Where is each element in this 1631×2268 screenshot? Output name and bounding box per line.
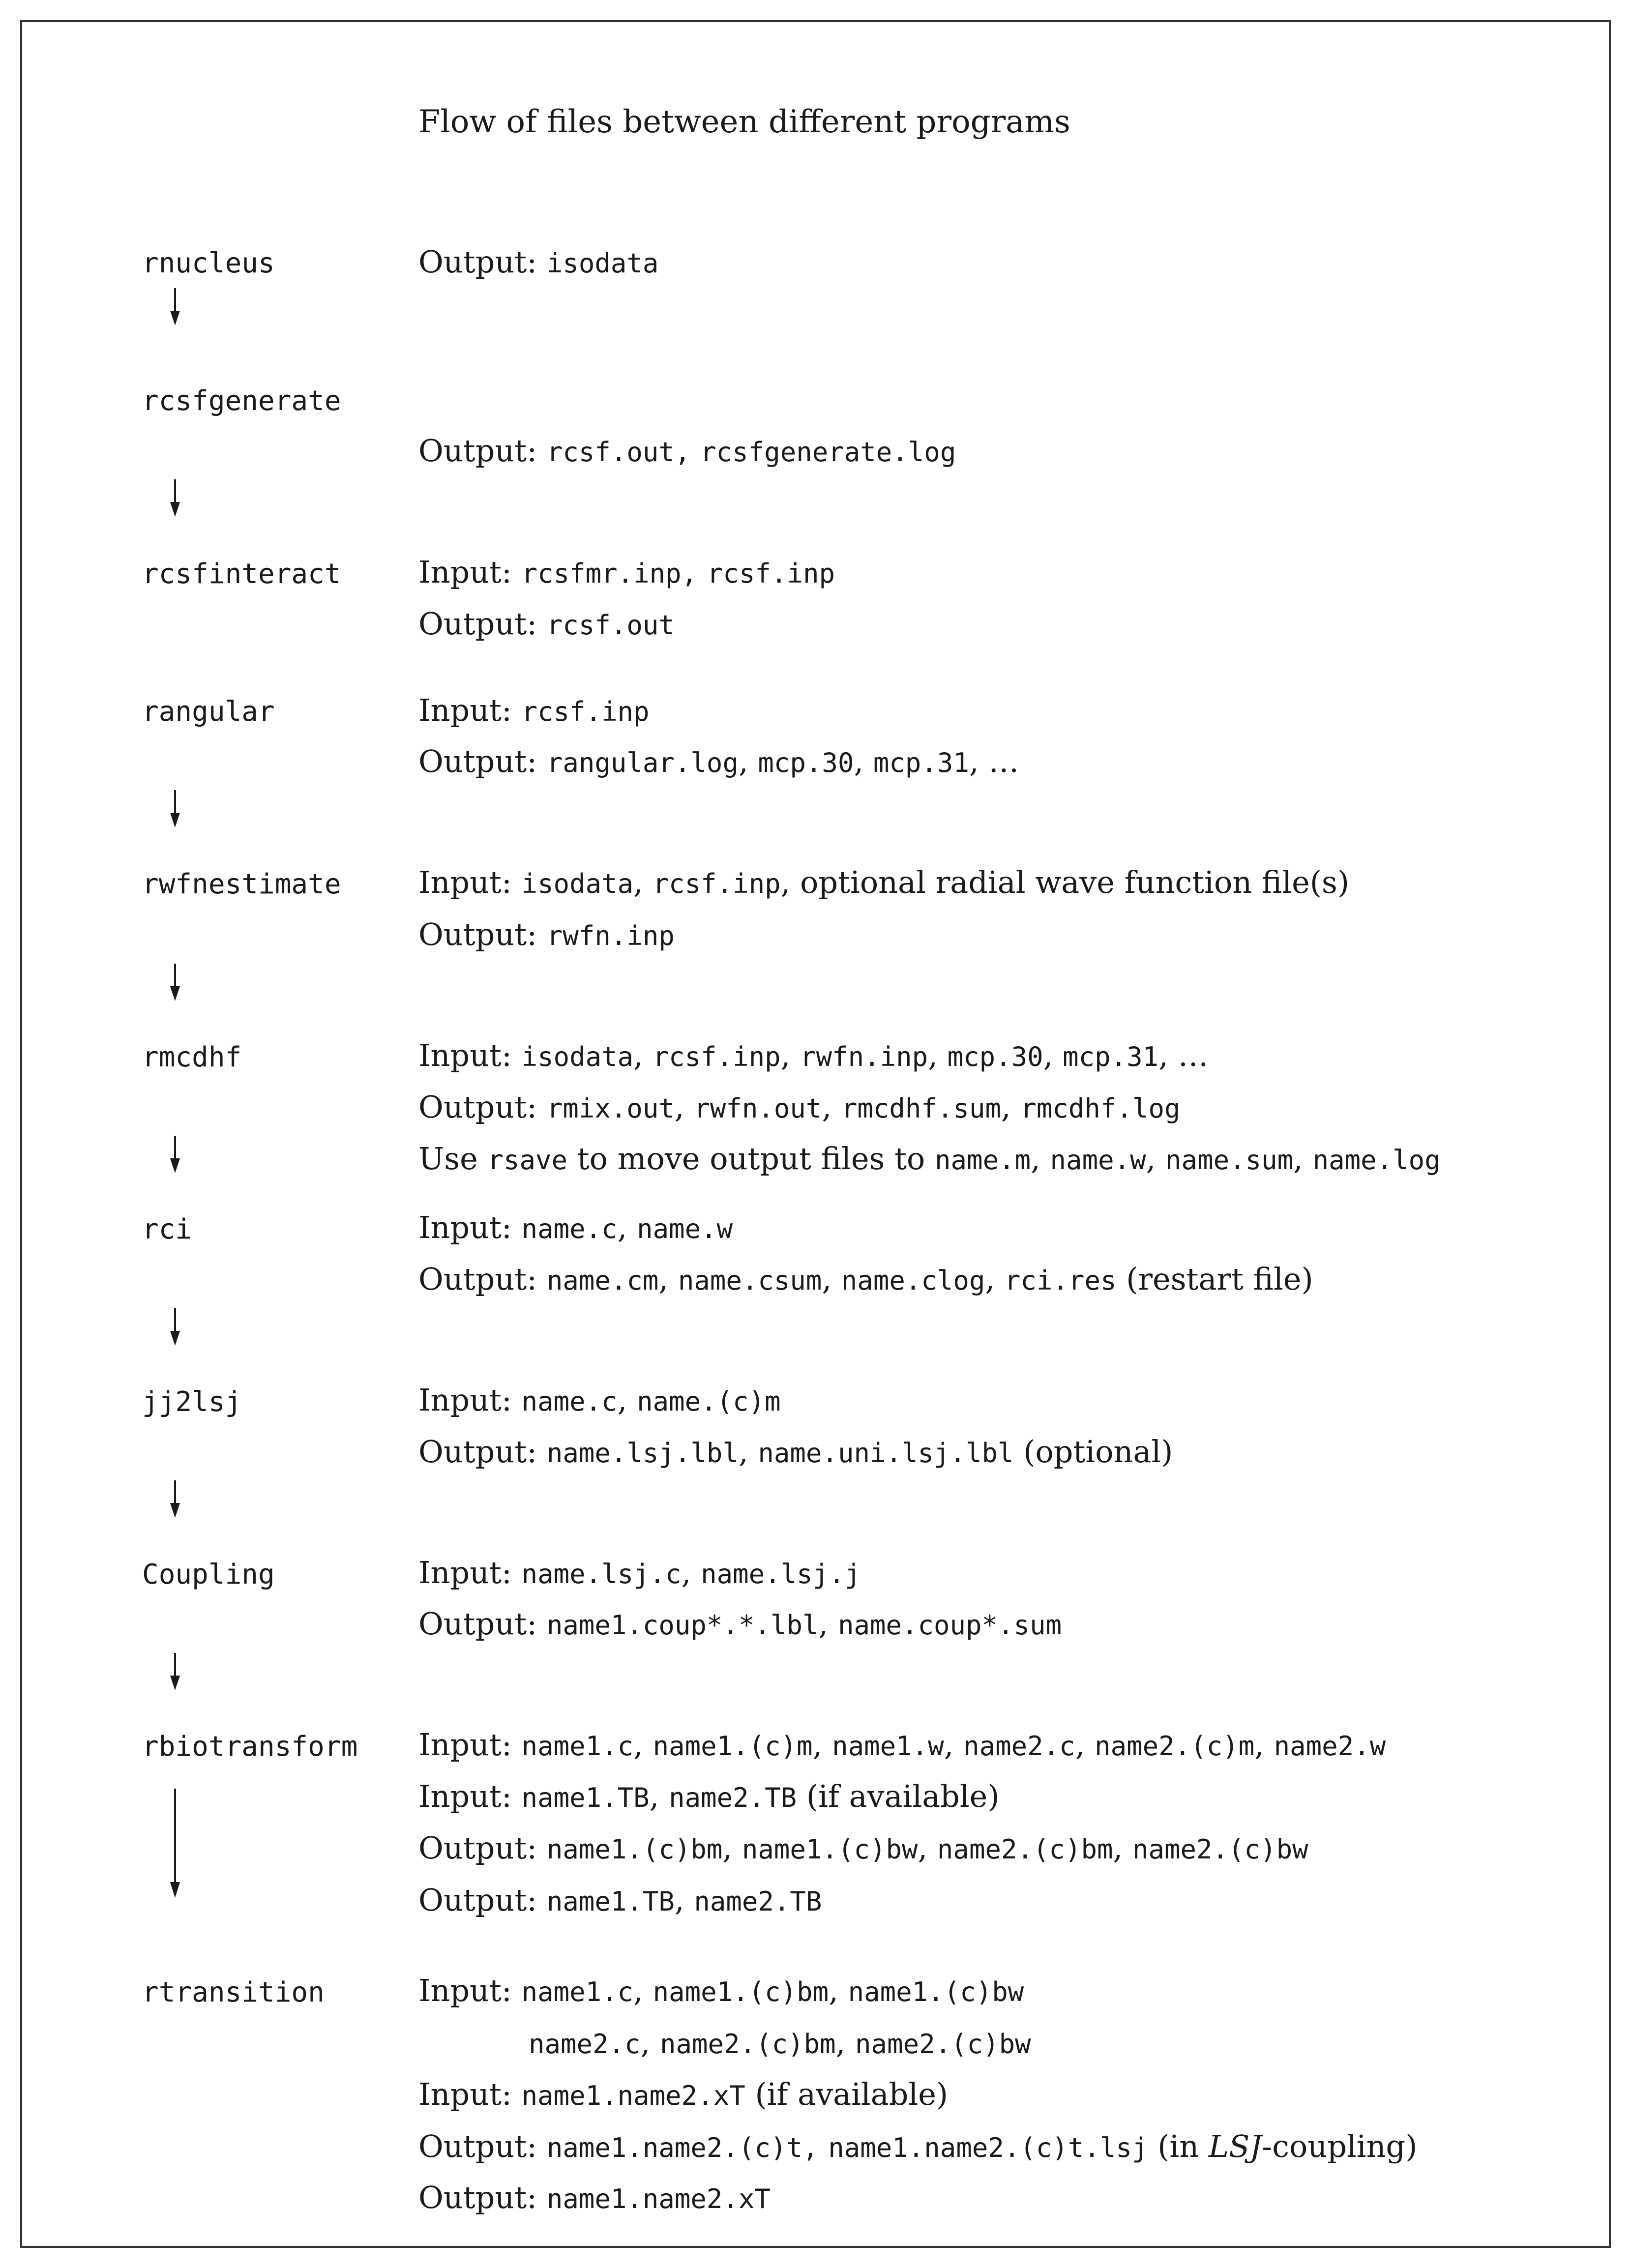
coupling-input-line: Input: name.lsj.c, name.lsj.j — [418, 1555, 861, 1591]
jj2lsj-output-line: Output: name.lsj.lbl, name.uni.lsj.lbl (optional) — [418, 1434, 1173, 1470]
file-name1-w: name1.w — [832, 1731, 944, 1762]
file-name-m: name.m — [935, 1145, 1031, 1176]
flow-arrow — [168, 288, 182, 325]
rangular-input-line — [418, 692, 650, 728]
output-label: Output: — [418, 433, 537, 469]
file-rwfn-out: rwfn.out — [694, 1093, 822, 1124]
file-rcsfgenerate-log: rcsfgenerate.log — [700, 437, 956, 468]
file-name1-name2-ct: name1.name2.(c)t, — [546, 2132, 819, 2163]
rmcdhf-input-line: Input: isodata, rcsf.inp, rwfn.inp, mcp.30, mcp.31, … — [418, 1037, 1209, 1073]
file-rsave: rsave — [487, 1145, 568, 1176]
rnucleus-output-line — [418, 244, 658, 280]
rci-input-line: Input: name.c, name.w — [418, 1209, 733, 1245]
file-mcp31: mcp.31 — [1063, 1041, 1159, 1072]
in-text: (in — [1157, 2128, 1199, 2164]
move-text: to move output files to — [577, 1141, 925, 1177]
file-rcsf-inp: rcsf.inp — [707, 558, 835, 589]
file-name1-name2-xT: name1.name2.xT — [546, 2183, 771, 2214]
input-label: Input: — [418, 1727, 512, 1763]
file-name-c: name.c — [521, 1213, 618, 1244]
file-rcsf-inp: rcsf.inp — [652, 1041, 781, 1072]
file-name2-TB: name2.TB — [694, 1886, 822, 1917]
output-label: Output: — [418, 1089, 537, 1125]
file-isodata: isodata — [521, 1041, 634, 1072]
program-jj2lsj: jj2lsj — [142, 1386, 242, 1418]
file-rcsf-out: rcsf.out — [546, 610, 675, 641]
program-rcsfgenerate: rcsfgenerate — [142, 385, 341, 417]
file-name-sum: name.sum — [1165, 1145, 1294, 1176]
output-label: Output: — [418, 606, 537, 642]
rtransition-input-line-1: Input: name1.c, name1.(c)bm, name1.(c)bw — [418, 1973, 1024, 2008]
file-rcsf-inp: rcsf.inp — [652, 868, 781, 899]
input-label: Input: — [418, 2076, 512, 2112]
rbiotransform-input-line-2: Input: name1.TB, name2.TB (if available) — [418, 1778, 1000, 1814]
program-rnucleus: rnucleus — [142, 247, 275, 279]
if-available-text: (if available) — [806, 1778, 1000, 1814]
optional-text: (optional) — [1023, 1434, 1173, 1470]
input-label: Input: — [418, 1973, 512, 2008]
flow-arrow — [168, 1308, 182, 1346]
file-name1-cm: name1.(c)m — [652, 1731, 813, 1762]
rcsfgenerate-output-line — [418, 433, 956, 469]
program-rtransition: rtransition — [142, 1976, 325, 2008]
input-label: Input: — [418, 864, 512, 900]
input-label: Input: — [418, 1037, 512, 1073]
rbiotransform-output-line-1: Output: name1.(c)bm, name1.(c)bw, name2.(c)bm, name2.(c)bw — [418, 1830, 1308, 1866]
input-label: Input: — [418, 692, 512, 728]
input-label: Input: — [418, 1555, 512, 1591]
ellipsis: … — [988, 743, 1019, 779]
file-name2-c: name2.c — [529, 2029, 641, 2060]
file-name1-cbw: name1.(c)bw — [848, 1976, 1024, 2007]
output-label: Output: — [418, 743, 537, 779]
flow-arrow-long — [168, 1789, 182, 1898]
rcsfinteract-output-line — [418, 606, 675, 642]
file-mcp30: mcp.30 — [947, 1041, 1043, 1072]
file-rcsf-out: rcsf.out, — [546, 437, 691, 468]
output-label: Output: — [418, 1830, 537, 1866]
file-name1-c: name1.c — [521, 1976, 634, 2007]
file-name-w: name.w — [637, 1213, 733, 1244]
file-name1-coup-lbl: name1.coup*.*.lbl — [546, 1610, 819, 1641]
program-rbiotransform: rbiotransform — [142, 1731, 358, 1763]
output-label: Output: — [418, 916, 537, 952]
file-name-clog: name.clog — [841, 1265, 985, 1296]
rtransition-output-line-2 — [418, 2180, 771, 2215]
page-title: Flow of files between different programs — [418, 104, 1070, 140]
file-isodata: isodata — [546, 248, 659, 279]
input-label: Input: — [418, 1209, 512, 1245]
rbiotransform-output-line-2: Output: name1.TB, name2.TB — [418, 1882, 822, 1918]
file-name-lsj-j: name.lsj.j — [701, 1559, 861, 1590]
file-name2-w: name2.w — [1274, 1731, 1386, 1762]
program-coupling: Coupling — [142, 1559, 275, 1591]
output-label: Output: — [418, 2180, 537, 2215]
program-rcsfinteract: rcsfinteract — [142, 558, 341, 590]
file-name2-cm: name2.(c)m — [1095, 1731, 1255, 1762]
input-label: Input: — [418, 1778, 512, 1814]
flow-arrow — [168, 790, 182, 827]
output-label: Output: — [418, 1882, 537, 1918]
file-rwfn-inp: rwfn.inp — [546, 920, 675, 951]
file-name-csum: name.csum — [678, 1265, 822, 1296]
file-name1-name2-xT: name1.name2.xT — [521, 2080, 745, 2111]
file-name-cm: name.(c)m — [637, 1386, 781, 1417]
file-name-c: name.c — [521, 1386, 618, 1417]
jj2lsj-input-line: Input: name.c, name.(c)m — [418, 1382, 781, 1418]
file-name1-name2-ct-lsj: name1.name2.(c)t.lsj — [828, 2132, 1148, 2163]
file-name1-c: name1.c — [521, 1731, 634, 1762]
file-isodata: isodata — [521, 868, 634, 899]
file-name1-cbm: name1.(c)bm — [546, 1834, 723, 1865]
flow-arrow — [168, 1480, 182, 1518]
output-label: Output: — [418, 1434, 537, 1470]
file-rcsf-inp: rcsf.inp — [521, 696, 650, 727]
file-name2-cbw: name2.(c)bw — [1132, 1834, 1308, 1865]
optional-radial-text: optional radial wave function file(s) — [800, 864, 1350, 900]
input-label: Input: — [418, 554, 512, 590]
if-available-text: (if available) — [755, 2076, 949, 2112]
file-name2-TB: name2.TB — [669, 1782, 797, 1813]
rbiotransform-input-line-1: Input: name1.c, name1.(c)m, name1.w, name2.c, name2.(c)m, name2.w — [418, 1727, 1386, 1763]
file-name2-cbm: name2.(c)bm — [660, 2029, 836, 2060]
file-rci-res: rci.res — [1004, 1265, 1117, 1296]
file-rmix-out: rmix.out — [546, 1093, 675, 1124]
program-rangular: rangular — [142, 696, 275, 728]
file-name2-cbm: name2.(c)bm — [937, 1834, 1113, 1865]
file-name-log: name.log — [1312, 1145, 1441, 1176]
rmcdhf-output-line: Output: rmix.out, rwfn.out, rmcdhf.sum, rmcdhf.log — [418, 1089, 1181, 1125]
rmcdhf-rsave-line: Use rsave to move output files to name.m, name.w, name.sum, name.log — [418, 1141, 1441, 1177]
output-label: Output: — [418, 1606, 537, 1642]
output-label: Output: — [418, 244, 537, 280]
flow-arrow — [168, 1136, 182, 1173]
file-rmcdhf-sum: rmcdhf.sum — [841, 1093, 1001, 1124]
file-rwfn-inp: rwfn.inp — [800, 1041, 928, 1072]
file-name-cm: name.cm — [546, 1265, 659, 1296]
output-label: Output: — [418, 2128, 537, 2164]
file-name2-cbw: name2.(c)bw — [855, 2029, 1031, 2060]
rcsfinteract-input-line — [418, 554, 835, 590]
flow-arrow — [168, 479, 182, 517]
coupling-text: -coupling) — [1262, 2128, 1418, 2164]
output-label: Output: — [418, 1261, 537, 1297]
restart-text: (restart file) — [1126, 1261, 1313, 1297]
input-label: Input: — [418, 1382, 512, 1418]
use-text: Use — [418, 1141, 478, 1177]
file-rcsfmr-inp: rcsfmr.inp, — [521, 558, 698, 589]
file-name-coup-sum: name.coup*.sum — [837, 1610, 1062, 1641]
file-mcp30: mcp.30 — [758, 747, 854, 778]
rci-output-line: Output: name.cm, name.csum, name.clog, rci.res (restart file) — [418, 1261, 1313, 1297]
program-rmcdhf: rmcdhf — [142, 1041, 242, 1073]
file-name1-TB: name1.TB — [546, 1886, 675, 1917]
file-name-lsj-lbl: name.lsj.lbl — [546, 1438, 739, 1469]
rwfnestimate-input-line: Input: isodata, rcsf.inp, optional radial wave function file(s) — [418, 864, 1350, 900]
rtransition-input-line-2 — [418, 2076, 948, 2112]
flow-arrow — [168, 1653, 182, 1690]
file-name-w: name.w — [1050, 1145, 1146, 1176]
coupling-output-line: Output: name1.coup*.*.lbl, name.coup*.sum — [418, 1606, 1062, 1642]
ellipsis: … — [1178, 1037, 1209, 1073]
file-name-uni-lsj-lbl: name.uni.lsj.lbl — [758, 1438, 1014, 1469]
file-name1-cbm: name1.(c)bm — [652, 1976, 829, 2007]
file-rangular-log: rangular.log — [546, 747, 739, 778]
file-name1-cbw: name1.(c)bw — [741, 1834, 918, 1865]
file-name2-c: name2.c — [963, 1731, 1075, 1762]
file-rmcdhf-log: rmcdhf.log — [1020, 1093, 1181, 1124]
lsj-text: LSJ — [1208, 2128, 1262, 2164]
flow-arrow — [168, 964, 182, 1001]
file-name1-TB: name1.TB — [521, 1782, 650, 1813]
program-rwfnestimate: rwfnestimate — [142, 868, 341, 900]
rtransition-input-line-1b: name2.c, name2.(c)bm, name2.(c)bw — [529, 2025, 1031, 2061]
file-name-lsj-c: name.lsj.c — [521, 1559, 682, 1590]
file-mcp31: mcp.31 — [873, 747, 969, 778]
rtransition-output-line-1 — [418, 2128, 1417, 2164]
rwfnestimate-output-line — [418, 916, 675, 952]
rangular-output-line: Output: rangular.log, mcp.30, mcp.31, … — [418, 743, 1019, 779]
program-rci: rci — [142, 1213, 192, 1245]
